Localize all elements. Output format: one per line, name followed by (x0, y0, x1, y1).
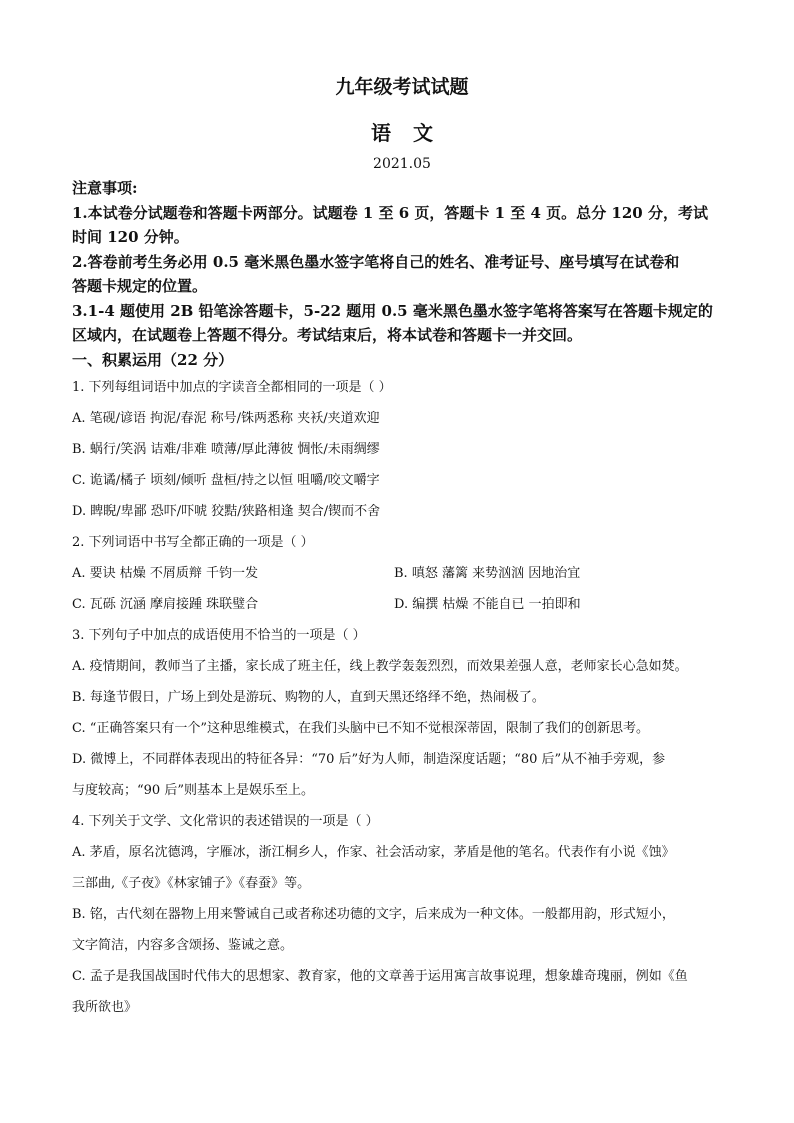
question-stem: 2. 下列词语中书写全都正确的一项是（ ） (72, 534, 314, 550)
notes-line: 1.本试卷分试题卷和答题卡两部分。试题卷 1 至 6 页，答题卡 1 至 4 页。总分 120 分，考试 (72, 203, 708, 222)
option-row (72, 558, 732, 589)
option-a: A. 茅盾，原名沈德鸿，字雁冰，浙江桐乡人，作家、社会活动家，茅盾是他的笔名。代表作有小说《蚀》 (72, 844, 675, 860)
notes-line: 答题卡规定的位置。 (72, 277, 208, 295)
option-d: D. 微博上，不同群体表现出的特征各异：“70 后”好为人师，制造深度话题；“80 后”从不袖手旁观，参 (72, 751, 666, 767)
question-3 (72, 620, 732, 806)
subject-title: 语文 (371, 121, 455, 145)
section-heading: 一、积累运用（22 分） (72, 350, 234, 369)
notes-block (72, 176, 732, 348)
exam-title: 九年级考试试题 (335, 76, 469, 98)
option-a: A. 要诀 枯燥 不屑质辩 千钧一发 (72, 565, 259, 581)
question-4 (72, 806, 732, 1023)
notes-line: 2.答卷前考生务必用 0.5 毫米黑色墨水签字笔将自己的姓名、准考证号、座号填写在试卷和 (72, 252, 680, 271)
question-2 (72, 527, 732, 620)
question-stem: 4. 下列关于文学、文化常识的表述错误的一项是（ ） (72, 813, 379, 829)
option-c: C. 诡谲/橘子 顷刻/倾听 盘桓/持之以恒 咀嚼/咬文嚼字 (72, 472, 380, 488)
exam-date: 2021.05 (373, 156, 431, 172)
question-1 (72, 372, 732, 527)
option-d-cont: 与度较高；“90 后”则基本上是娱乐至上。 (72, 782, 314, 798)
notes-heading: 注意事项: (72, 179, 138, 197)
question-stem: 1. 下列每组词语中加点的字读音全都相同的一项是（ ） (72, 379, 392, 395)
option-c-cont: 我所欲也》 (72, 999, 138, 1015)
option-c: C. 孟子是我国战国时代伟大的思想家、教育家，他的文章善于运用寓言故事说理，想象雄奇瑰丽，例如《鱼 (72, 968, 688, 984)
option-d: D. 编撰 枯燥 不能自已 一拍即和 (394, 596, 581, 612)
exam-page (72, 60, 732, 1023)
option-b: B. 每逢节假日，广场上到处是游玩、购物的人，直到天黑还络绎不绝，热闹极了。 (72, 689, 545, 705)
option-a: A. 疫情期间，教师当了主播，家长成了班主任，线上教学轰轰烈烈，而效果差强人意，老师家长心急如焚。 (72, 658, 688, 674)
question-stem: 3. 下列句子中加点的成语使用不恰当的一项是（ ） (72, 627, 366, 643)
option-d: D. 睥睨/卑鄙 恐吓/吓唬 狡黠/狭路相逢 契合/锲而不舍 (72, 503, 381, 519)
option-b: B. 蜗行/笑涡 诘难/非难 喷薄/厚此薄彼 惆怅/未雨绸缪 (72, 441, 380, 457)
option-a-cont: 三部曲,《子夜》《林家铺子》《春蚕》等。 (72, 875, 311, 891)
notes-line: 区域内，在试题卷上答题不得分。考试结束后，将本试卷和答题卡一并交回。 (72, 326, 583, 344)
notes-line: 时间 120 分钟。 (72, 228, 189, 246)
option-b: B. 嗔怒 藩篱 来势汹汹 因地治宜 (394, 565, 581, 581)
option-row (72, 589, 732, 620)
option-b: B. 铭，古代刻在器物上用来警诫自己或者称述功德的文字，后来成为一种文体。一般都用韵，形式短小， (72, 906, 675, 922)
option-b-cont: 文字简洁，内容多含颂扬、鉴诫之意。 (72, 937, 294, 953)
notes-line: 3.1-4 题使用 2B 铅笔涂答题卡，5-22 题用 0.5 毫米黑色墨水签字笔将答案写在答题卡规定的 (72, 301, 713, 320)
option-a: A. 笔砚/谚语 拘泥/春泥 称号/铢两悉称 夹袄/夹道欢迎 (72, 410, 380, 426)
option-c: C. “正确答案只有一个”这种思维模式，在我们头脑中已不知不觉根深蒂固，限制了我们的创新思考。 (72, 720, 650, 736)
option-c: C. 瓦砾 沉涵 摩肩接踵 珠联璧合 (72, 596, 259, 612)
